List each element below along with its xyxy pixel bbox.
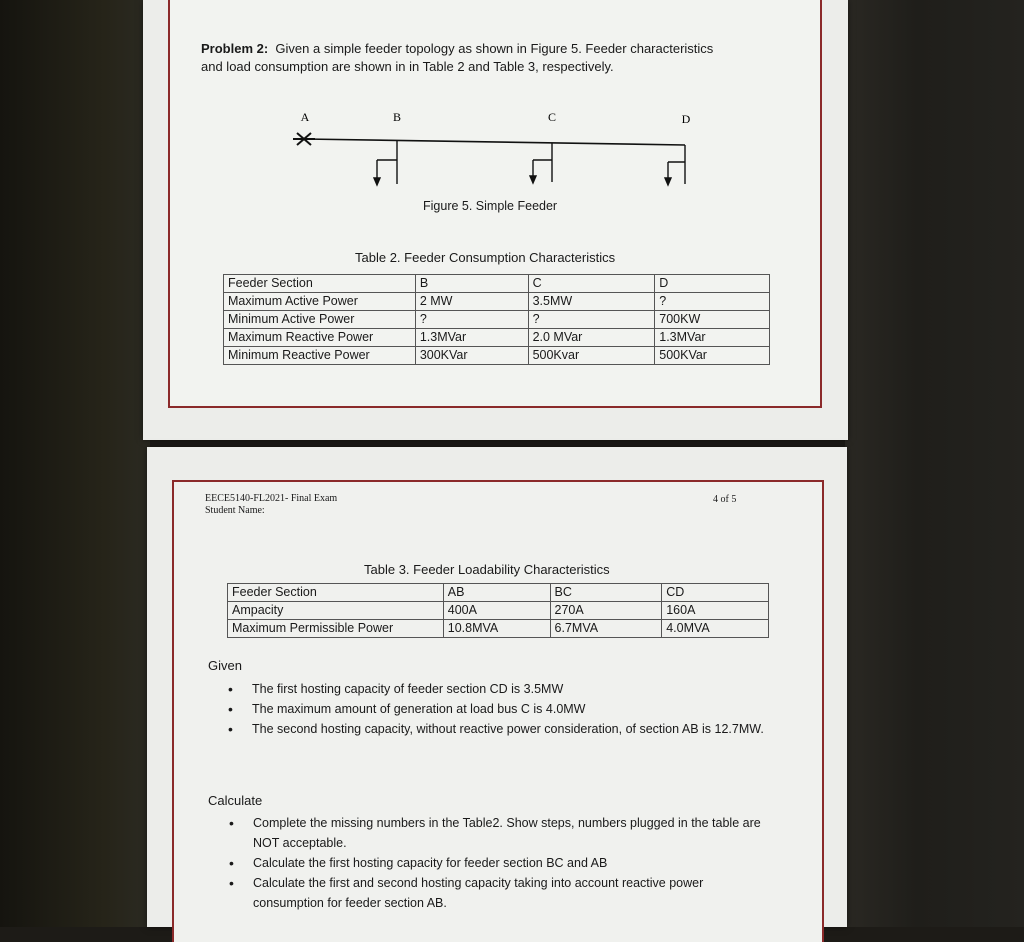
table-cell: Ampacity — [228, 602, 444, 620]
table-cell: ? — [528, 311, 655, 329]
table-cell: AB — [443, 584, 550, 602]
given-list — [228, 679, 773, 739]
table-cell: 500KVar — [655, 347, 770, 365]
list-item: • The second hosting capacity, without reactive power consideration, of section AB is 12.7MW. — [228, 719, 773, 739]
table-row — [224, 311, 770, 329]
table-cell: 300KVar — [415, 347, 528, 365]
load-icon-b — [374, 141, 397, 185]
table-cell: 1.3MVar — [415, 329, 528, 347]
problem-statement — [201, 40, 791, 76]
table-cell: 3.5MW — [528, 293, 655, 311]
page-number: 4 of 5 — [713, 494, 737, 505]
table-cell: ? — [655, 293, 770, 311]
table-cell: 10.8MVA — [443, 620, 550, 638]
table-cell: D — [655, 275, 770, 293]
table-row — [224, 347, 770, 365]
table3-title: Table 3. Feeder Loadability Characteristics — [364, 562, 610, 577]
load-icon-c — [530, 143, 552, 183]
table-cell: Maximum Permissible Power — [228, 620, 444, 638]
figure-caption: Figure 5. Simple Feeder — [423, 199, 558, 213]
table2 — [223, 274, 770, 365]
table-cell: Minimum Active Power — [224, 311, 416, 329]
given-heading: Given — [208, 658, 242, 673]
table-cell: 2 MW — [415, 293, 528, 311]
table2-title: Table 2. Feeder Consumption Characteristics — [355, 250, 616, 265]
table-cell: Maximum Active Power — [224, 293, 416, 311]
table-row — [228, 584, 769, 602]
table-cell: BC — [550, 584, 662, 602]
node-label-d: D — [681, 112, 691, 126]
student-name-label: Student Name: — [205, 505, 265, 516]
node-label-a: A — [300, 110, 310, 124]
table-cell: 6.7MVA — [550, 620, 662, 638]
table-cell: CD — [662, 584, 769, 602]
table-row — [224, 329, 770, 347]
node-label-b: B — [392, 110, 402, 124]
problem-text-line1: Given a simple feeder topology as shown in Figure 5. Feeder characteristics — [275, 41, 714, 56]
table-cell: Maximum Reactive Power — [224, 329, 416, 347]
table-cell: 2.0 MVar — [528, 329, 655, 347]
list-item: • Calculate the first hosting capacity for feeder section BC and AB — [229, 853, 769, 873]
background-right — [845, 0, 1024, 927]
load-icon-d — [665, 145, 685, 185]
problem-text-line2: and load consumption are shown in in Table 2 and Table 3, respectively. — [201, 59, 614, 74]
table-row — [224, 275, 770, 293]
feeder-diagram — [280, 100, 710, 200]
course-header: EECE5140-FL2021- Final Exam — [205, 493, 338, 504]
table-cell: 700KW — [655, 311, 770, 329]
table-cell: 500Kvar — [528, 347, 655, 365]
table-cell: 270A — [550, 602, 662, 620]
list-item: • The maximum amount of generation at load bus C is 4.0MW — [228, 699, 773, 719]
list-item: • Calculate the first and second hosting capacity taking into account reactive power consumption for feeder section AB. — [229, 873, 769, 913]
table-cell: Feeder Section — [224, 275, 416, 293]
table-row — [228, 602, 769, 620]
table-cell: C — [528, 275, 655, 293]
table-row — [228, 620, 769, 638]
calculate-heading: Calculate — [208, 793, 263, 808]
table-cell: Feeder Section — [228, 584, 444, 602]
table-cell: 160A — [662, 602, 769, 620]
table-cell: 400A — [443, 602, 550, 620]
list-item: • Complete the missing numbers in the Table2. Show steps, numbers plugged in the table are NOT acceptable. — [229, 813, 769, 853]
list-item: • The first hosting capacity of feeder section CD is 3.5MW — [228, 679, 773, 699]
calculate-list — [229, 813, 769, 913]
node-label-c: C — [547, 110, 557, 124]
table-cell: B — [415, 275, 528, 293]
table3 — [227, 583, 769, 638]
problem-label: Problem 2: — [201, 41, 269, 56]
table-cell: 1.3MVar — [655, 329, 770, 347]
table-cell: Minimum Reactive Power — [224, 347, 416, 365]
table-cell: ? — [415, 311, 528, 329]
table-cell: 4.0MVA — [662, 620, 769, 638]
background-left — [0, 0, 150, 927]
table-row — [224, 293, 770, 311]
feeder-line — [304, 139, 685, 145]
